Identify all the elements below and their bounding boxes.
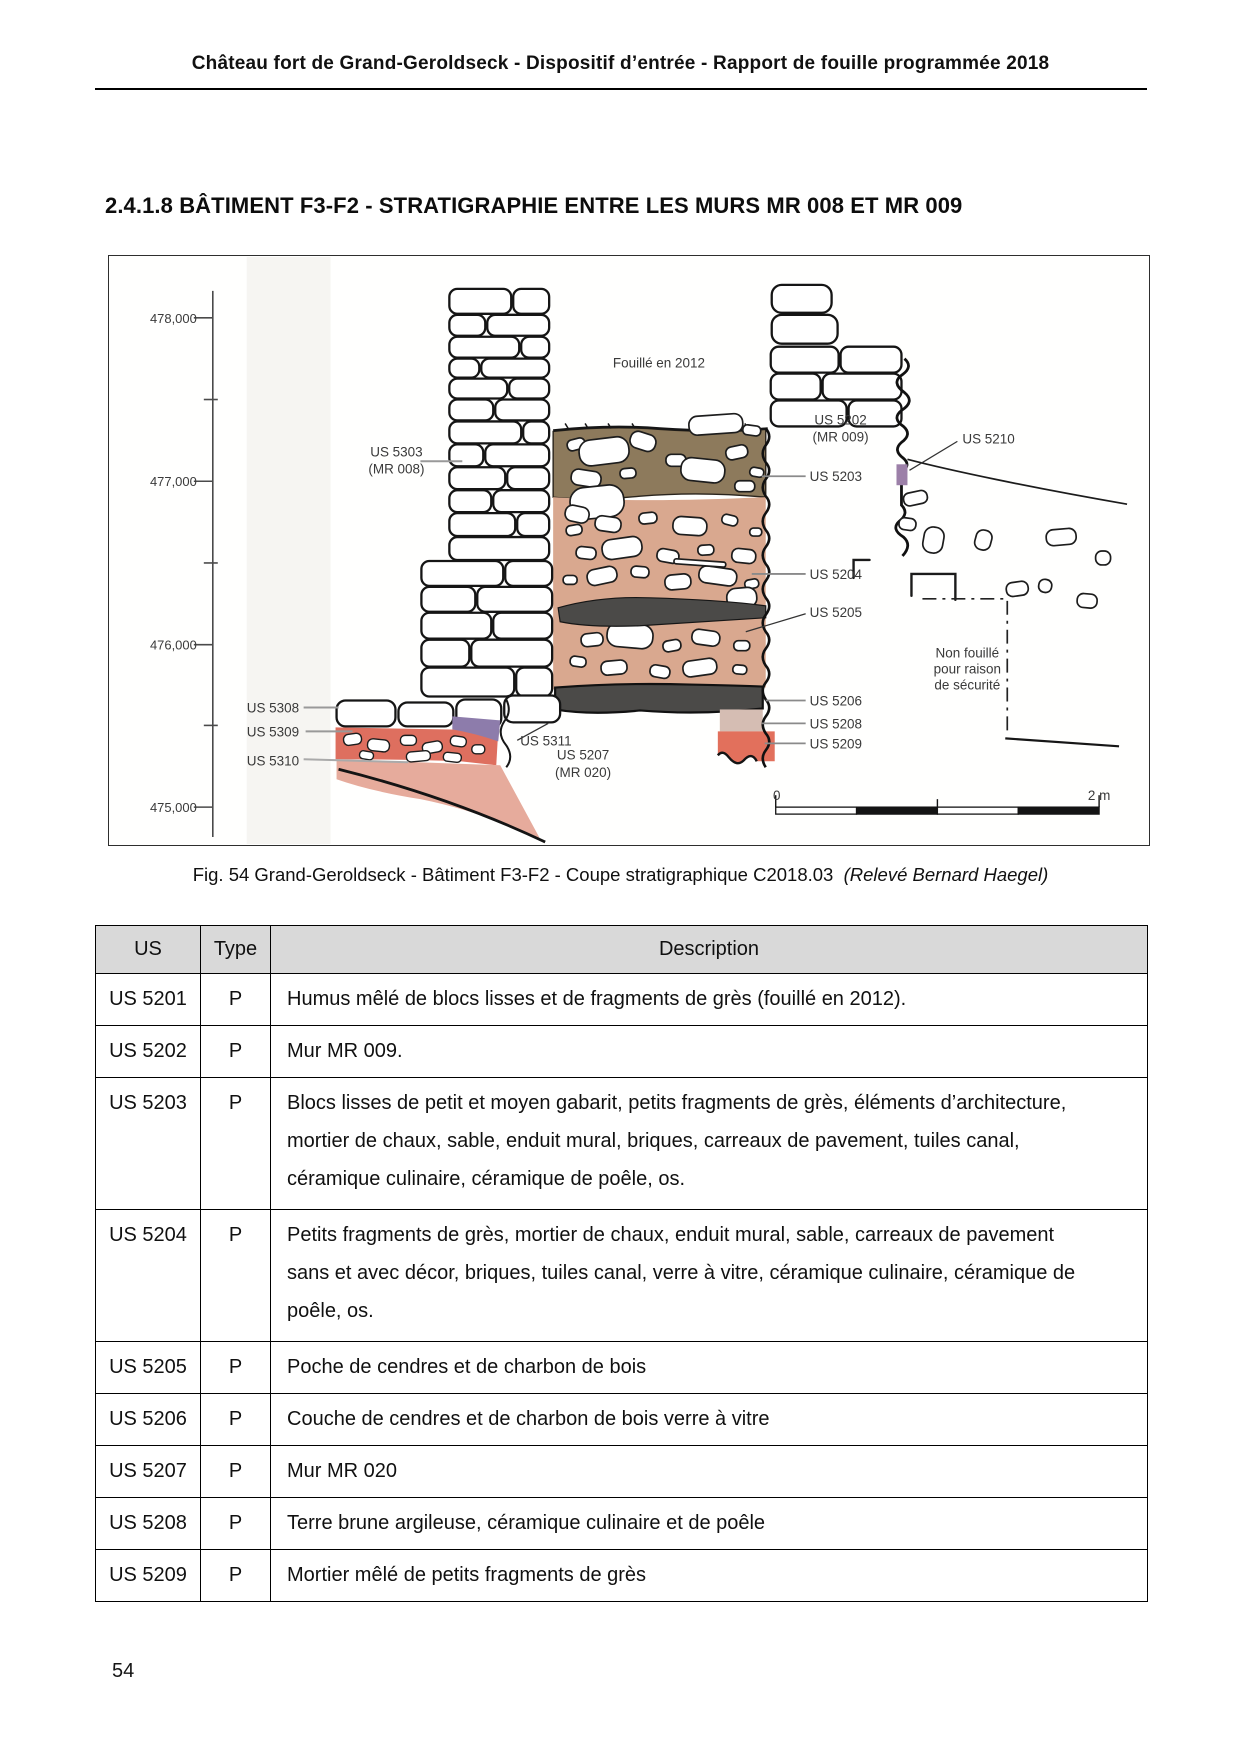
label-us-5205: US 5205	[809, 604, 863, 620]
cell-description: Mur MR 020	[271, 1446, 1148, 1498]
table-row	[96, 1078, 1148, 1210]
label-us-5310: US 5310	[246, 753, 300, 769]
cell-type: P	[201, 1446, 271, 1498]
cell-description: Petits fragments de grès, mortier de chaux, enduit mural, sable, carreaux de pavement sans et avec décor, briques, tuiles canal, verre à vitre, céramique culinaire, céramique de poêle, os.	[271, 1210, 1148, 1342]
page-number: 54	[112, 1660, 135, 1682]
cell-type: P	[201, 1550, 271, 1602]
label-us-5309: US 5309	[246, 724, 300, 740]
label-non-fouille-3: de sécurité	[934, 677, 1001, 693]
us-description-table	[95, 925, 1148, 1602]
column-header-us: US	[96, 926, 201, 974]
cell-type: P	[201, 1498, 271, 1550]
cell-type: P	[201, 1078, 271, 1210]
label-mr-008: (MR 008)	[368, 461, 425, 477]
label-us-5311: US 5311	[520, 733, 572, 749]
label-us-5303: US 5303	[370, 444, 423, 460]
table-row	[96, 1550, 1148, 1602]
table-row	[96, 1210, 1148, 1342]
table-header-row	[96, 926, 1148, 974]
table-row	[96, 1394, 1148, 1446]
column-header-type: Type	[201, 926, 271, 974]
cell-description: Humus mêlé de blocs lisses et de fragments de grès (fouillé en 2012).	[271, 974, 1148, 1026]
label-non-fouille-1: Non fouillé	[935, 645, 1000, 661]
table-row	[96, 1446, 1148, 1498]
cell-us: US 5209	[96, 1550, 201, 1602]
stratigraphy-drawing	[109, 256, 1149, 845]
cell-type: P	[201, 1394, 271, 1446]
cell-us: US 5205	[96, 1342, 201, 1394]
cell-us: US 5207	[96, 1446, 201, 1498]
label-elevation-477: 477,000	[149, 474, 197, 490]
cell-type: P	[201, 1210, 271, 1342]
label-us-5308: US 5308	[246, 700, 300, 716]
figure-caption-text: Fig. 54 Grand-Geroldseck - Bâtiment F3-F2 - Coupe stratigraphique C2018.03	[192, 864, 834, 885]
label-elevation-476: 476,000	[149, 637, 197, 653]
label-elevation-478: 478,000	[149, 310, 197, 326]
cell-us: US 5201	[96, 974, 201, 1026]
cell-type: P	[201, 1026, 271, 1078]
label-us-5210: US 5210	[962, 431, 1015, 447]
cell-us: US 5204	[96, 1210, 201, 1342]
cell-description: Mur MR 009.	[271, 1026, 1148, 1078]
label-us-5206: US 5206	[809, 693, 863, 709]
label-us-5208: US 5208	[809, 716, 863, 732]
section-heading: 2.4.1.8 BÂTIMENT F3-F2 - STRATIGRAPHIE ENTRE LES MURS MR 008 ET MR 009	[105, 193, 963, 218]
cell-type: P	[201, 1342, 271, 1394]
cell-description: Couche de cendres et de charbon de bois verre à vitre	[271, 1394, 1148, 1446]
figure-caption-credit: (Relevé Bernard Haegel)	[843, 864, 1049, 885]
cell-us: US 5202	[96, 1026, 201, 1078]
label-elevation-475: 475,000	[149, 800, 197, 816]
column-header-description: Description	[271, 926, 1148, 974]
label-non-fouille-2: pour raison	[933, 661, 1002, 677]
label-us-5209: US 5209	[809, 736, 863, 752]
label-mr-020: (MR 020)	[555, 765, 612, 781]
cell-description: Blocs lisses de petit et moyen gabarit, petits fragments de grès, éléments d’architecture, mortier de chaux, sable, enduit mural, briques, carreaux de pavement, tuiles canal, céramique culinaire, céramique de poêle, os.	[271, 1078, 1148, 1210]
label-fouille-2012: Fouillé en 2012	[612, 355, 705, 371]
label-mr-009: (MR 009)	[812, 429, 869, 445]
cell-type: P	[201, 974, 271, 1026]
table-row	[96, 1342, 1148, 1394]
label-us-5203: US 5203	[809, 469, 863, 485]
figure-caption	[0, 864, 1241, 886]
document-header-title: Château fort de Grand-Geroldseck - Dispositif d’entrée - Rapport de fouille programmée 2018	[191, 53, 1050, 74]
label-us-5204: US 5204	[809, 566, 863, 582]
table-row	[96, 974, 1148, 1026]
cell-us: US 5208	[96, 1498, 201, 1550]
scale-bar-zero: 0	[772, 788, 781, 804]
cell-description: Poche de cendres et de charbon de bois	[271, 1342, 1148, 1394]
header-rule	[95, 88, 1147, 90]
cell-description: Terre brune argileuse, céramique culinaire et de poêle	[271, 1498, 1148, 1550]
cell-us: US 5203	[96, 1078, 201, 1210]
label-us-5202: US 5202	[814, 412, 867, 428]
stratigraphy-figure	[108, 255, 1150, 846]
cell-description: Mortier mêlé de petits fragments de grès	[271, 1550, 1148, 1602]
table-row	[96, 1026, 1148, 1078]
cell-us: US 5206	[96, 1394, 201, 1446]
label-us-5207: US 5207	[556, 747, 610, 763]
scale-bar-2m: 2 m	[1087, 788, 1111, 804]
table-row	[96, 1498, 1148, 1550]
